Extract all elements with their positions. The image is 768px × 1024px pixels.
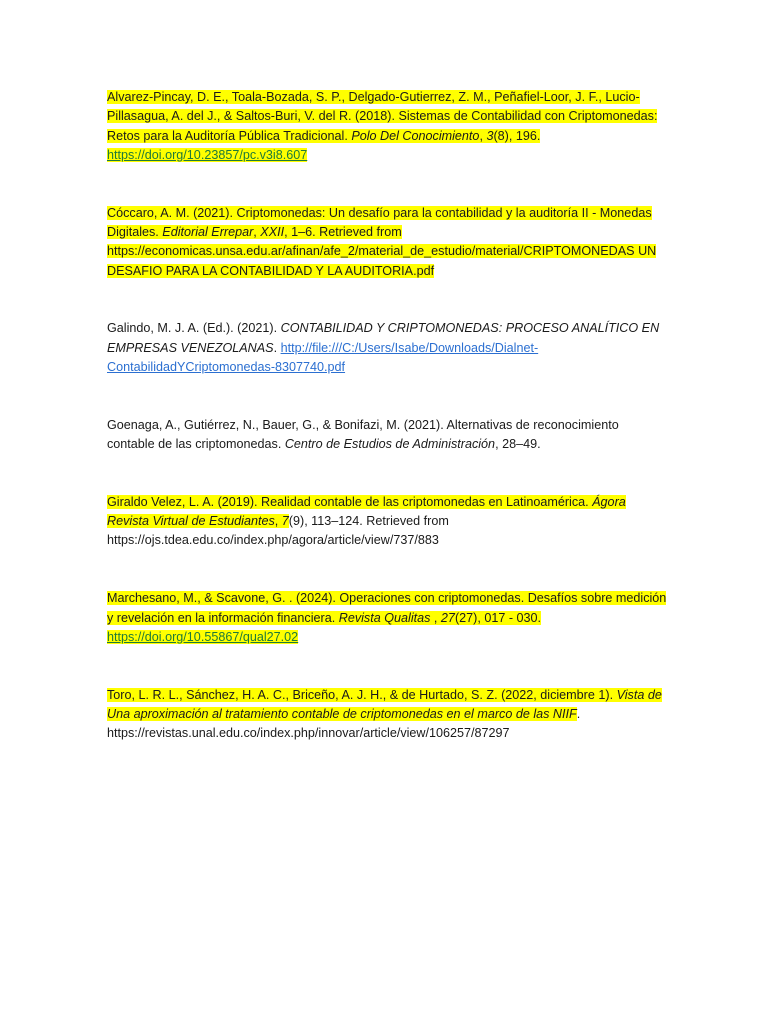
reference-text: . https://revistas.unal.edu.co/index.php/innovar/article/view/106257/87297: [107, 706, 581, 741]
book-title: CONTABILIDAD Y CRIPTOMONEDAS: PROCESO ANALÍTICO EN EMPRESAS VENEZOLANAS: [107, 321, 660, 355]
journal-title: Revista Qualitas: [338, 610, 431, 625]
reference-entry: [107, 493, 667, 551]
reference-text: (27), 017 - 030.: [454, 610, 542, 625]
reference-entry: [107, 88, 667, 165]
reference-entry: [107, 319, 667, 377]
reference-text: ,: [253, 224, 261, 239]
volume: 3: [486, 128, 494, 143]
reference-list: [107, 88, 667, 744]
reference-text: Alvarez-Pincay, D. E., Toala-Bozada, S. P., Delgado-Gutierrez, Z. M., Peñafiel-Loor, J. F., Lucio-Pillasagua, A. del J., & Saltos-Buri, V. del R. (2018). Sistemas de Contabilidad con Criptomonedas: Retos para la Auditoría Pública Tradicional.: [107, 90, 658, 143]
journal-title: Centro de Estudios de Administración: [284, 437, 496, 452]
volume: XXII: [260, 224, 285, 239]
reference-entry: [107, 204, 667, 281]
reference-text: .: [273, 340, 281, 355]
reference-entry: [107, 686, 667, 744]
reference-text: Cóccaro, A. M. (2021). Criptomonedas: Un desafío para la contabilidad y la auditoría II - Monedas Digitales.: [107, 205, 652, 239]
journal-title: Polo Del Conocimiento: [351, 128, 480, 143]
article-title: Vista de Una aproximación al tratamiento contable de criptomonedas en el marco de las NIIF: [107, 687, 662, 721]
file-link[interactable]: http://file:///C:/Users/Isabe/Downloads/Dialnet-ContabilidadYCriptomonedas-8307740.pdf: [107, 340, 539, 374]
reference-text: Goenaga, A., Gutiérrez, N., Bauer, G., & Bonifazi, M. (2021). Alternativas de reconocimiento contable de las criptomonedas.: [107, 417, 619, 452]
reference-text: , 28–49.: [495, 437, 541, 452]
highlight: [107, 206, 656, 278]
reference-text: Giraldo Velez, L. A. (2019). Realidad contable de las criptomonedas en Latinoamérica.: [107, 494, 593, 509]
highlight: [107, 90, 657, 162]
volume: 27: [440, 610, 455, 625]
reference-text: Marchesano, M., & Scavone, G. . (2024). Operaciones con criptomonedas. Desafíos sobre medición y revelación en la información financiera.: [107, 591, 667, 625]
reference-text: (9), 113–124. Retrieved from https://ojs.tdea.edu.co/index.php/agora/article/view/737/883: [107, 514, 449, 548]
reference-text: Galindo, M. J. A. (Ed.). (2021).: [107, 321, 281, 336]
reference-text: , 1–6. Retrieved from https://economicas.unsa.edu.ar/afinan/afe_2/material_de_estudio/material/CRIPTOMONEDAS UN DESAFIO PARA LA CONTABILIDAD Y LA AUDITORIA.pdf: [107, 224, 657, 278]
reference-text: ,: [274, 514, 282, 529]
reference-text: Toro, L. R. L., Sánchez, H. A. C., Briceño, A. J. H., & de Hurtado, S. Z. (2022, diciembre 1).: [107, 687, 617, 702]
reference-text: ,: [479, 128, 487, 143]
reference-text: ,: [430, 610, 441, 625]
doi-link[interactable]: https://doi.org/10.23857/pc.v3i8.607: [107, 147, 308, 162]
highlight: [107, 591, 666, 644]
reference-entry: [107, 416, 667, 455]
reference-entry: [107, 589, 667, 647]
doi-link[interactable]: https://doi.org/10.55867/qual27.02: [107, 629, 299, 644]
volume: 7: [281, 514, 289, 529]
journal-title: Ágora Revista Virtual de Estudiantes: [107, 494, 626, 529]
reference-text: (8), 196.: [493, 128, 541, 143]
journal-title: Editorial Errepar: [162, 224, 254, 239]
